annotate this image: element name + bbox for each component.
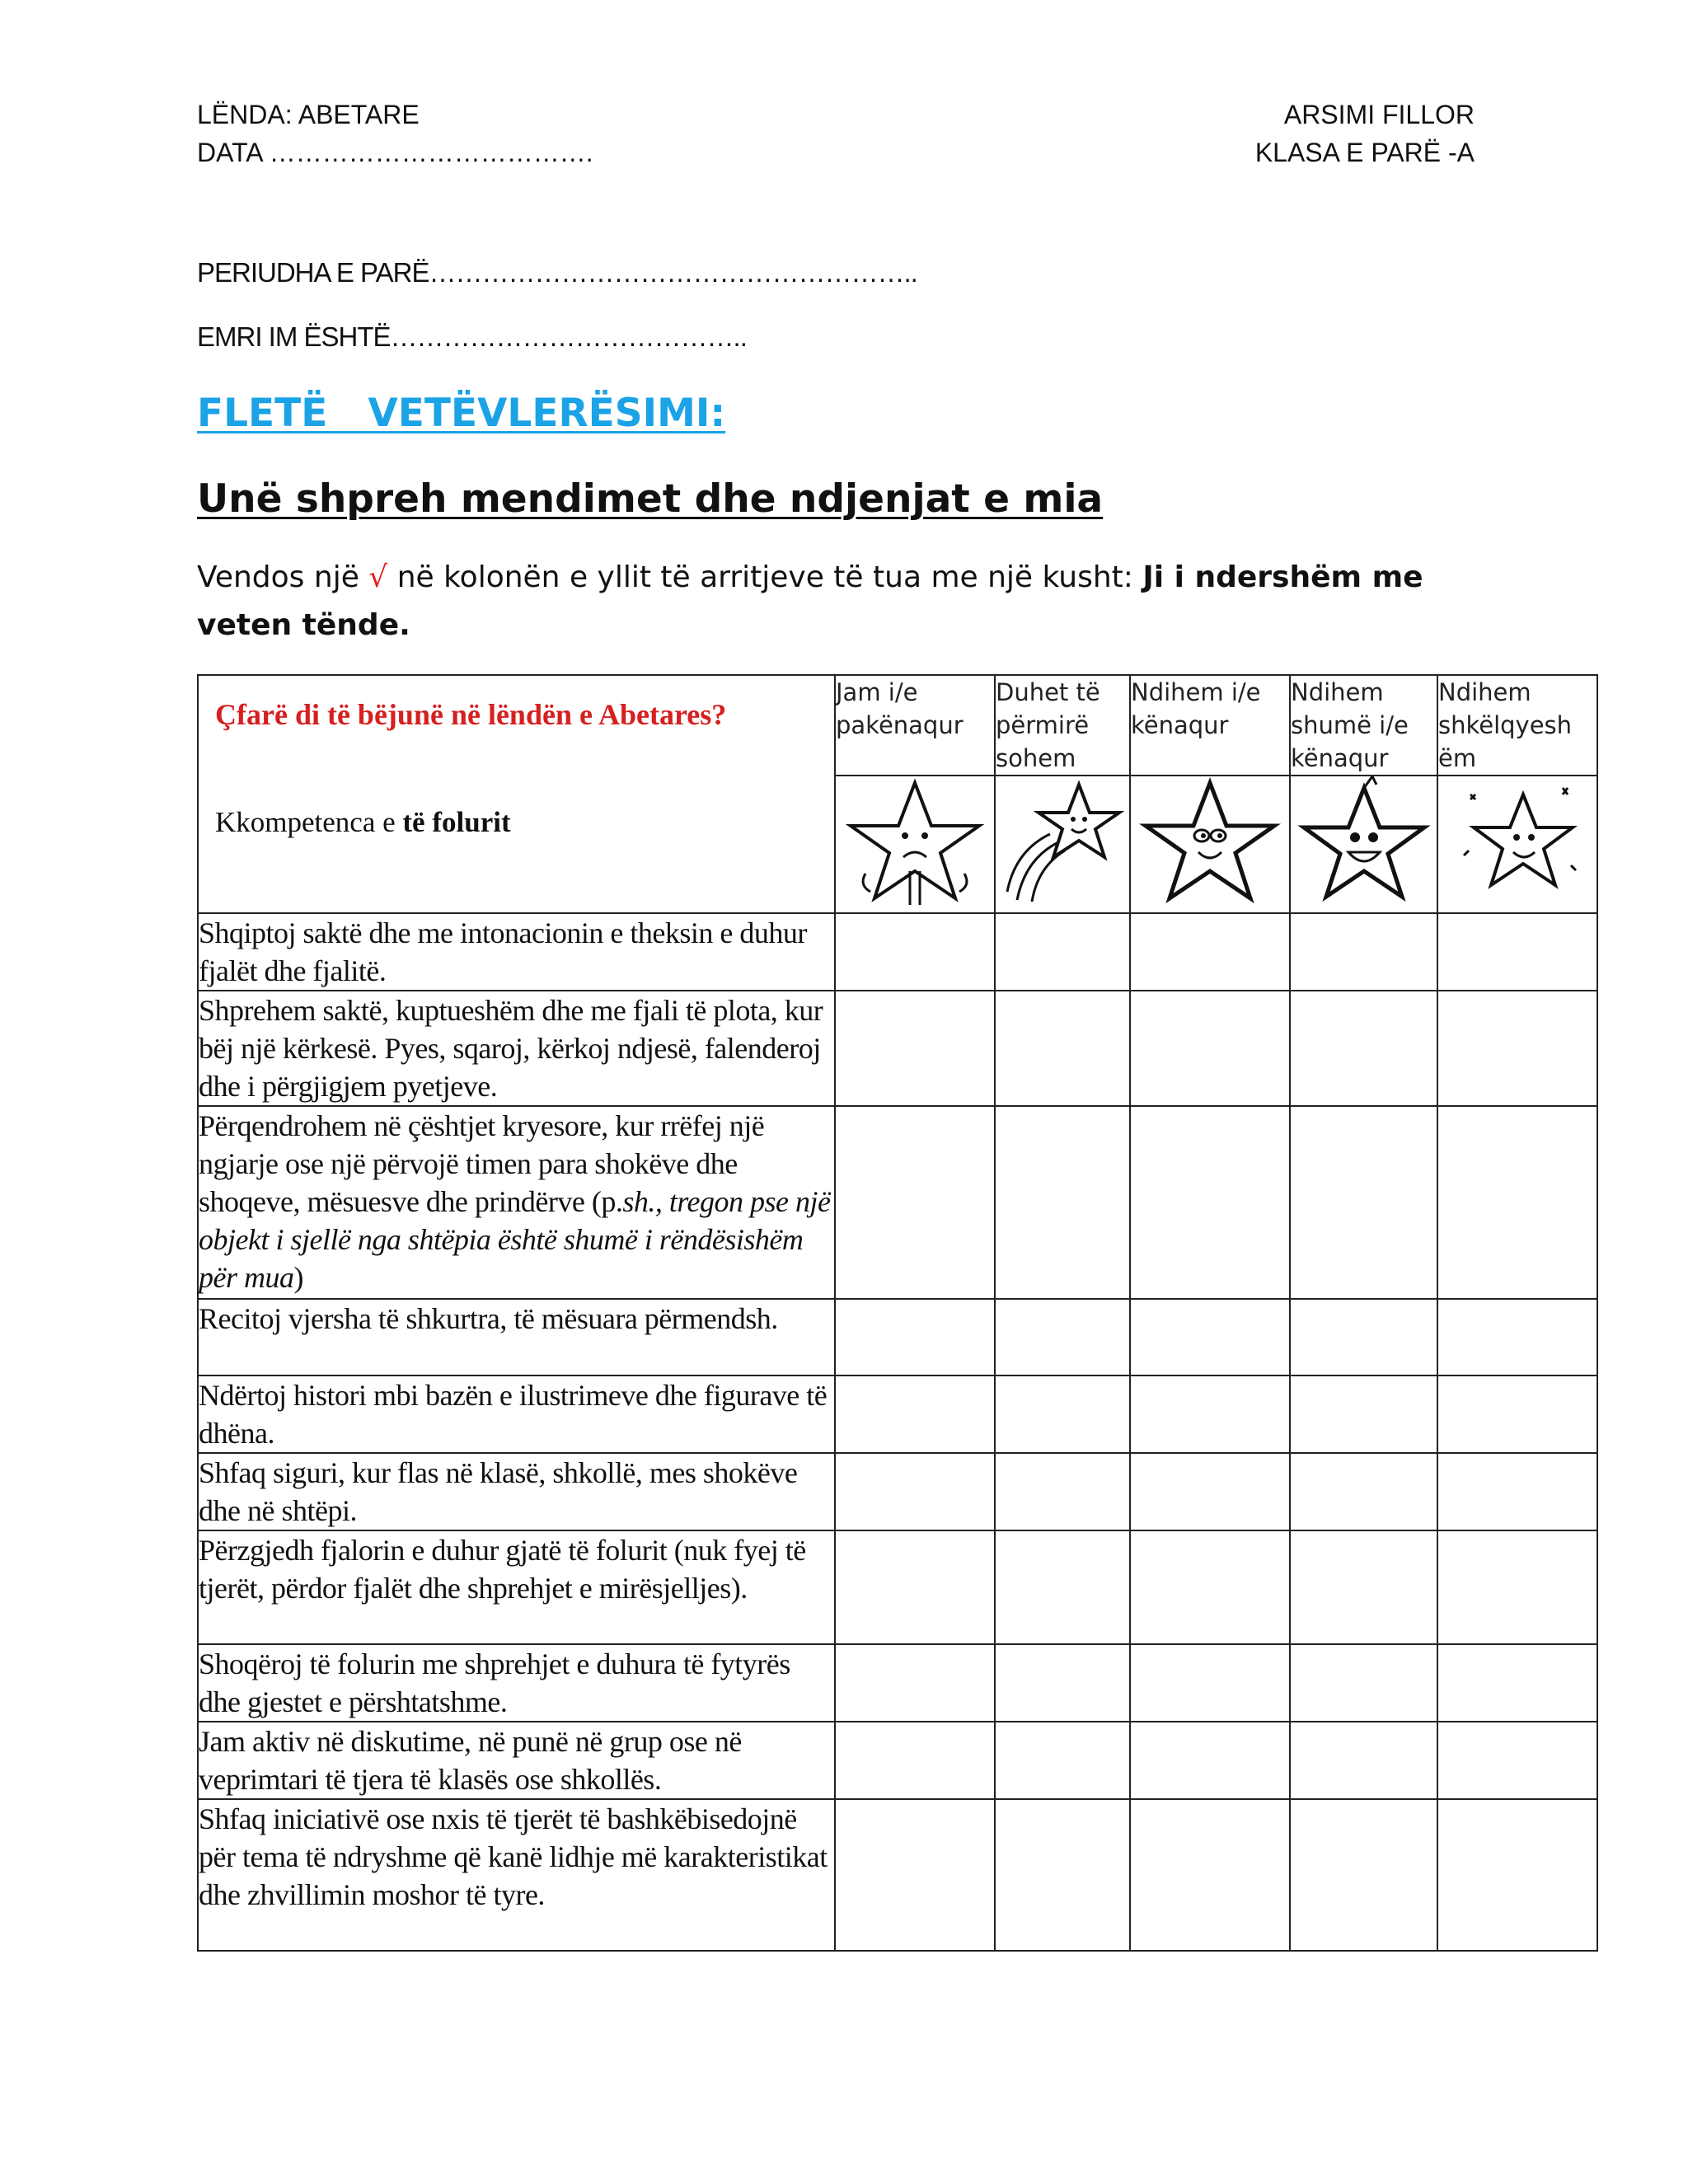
- page-subtitle: Unë shpreh mendimet dhe ndjenjat e mia: [197, 476, 1104, 522]
- statement-cell: Shfaq iniciativë ose nxis të tjerët të bashkëbisedojnë për tema të ndryshme që kanë lidhje më karakteristikat dhe zhvillimin moshor të tyre.: [198, 1799, 835, 1951]
- rating-cell[interactable]: [1290, 1453, 1437, 1530]
- period-dots: ………………………………………………..: [429, 257, 917, 288]
- rating-cell[interactable]: [835, 1453, 995, 1530]
- column-header: Ndihem shumë i/e kënaqur: [1290, 675, 1437, 776]
- statement-cell: Shfaq siguri, kur flas në klasë, shkollë, mes shokëve dhe në shtëpi.: [198, 1453, 835, 1530]
- statement-cell: Shprehem saktë, kuptueshëm dhe me fjali të plota, kur bëj një kërkesë. Pyes, sqaroj, kërkoj ndjesë, falenderoj dhe i përgjigjem pyetjeve.: [198, 991, 835, 1106]
- rating-cell[interactable]: [1437, 1299, 1597, 1376]
- rating-cell[interactable]: [1130, 913, 1290, 991]
- instruction-before: Vendos një: [197, 560, 369, 594]
- rating-cell[interactable]: [1290, 1722, 1437, 1799]
- column-header: Ndihem shkëlqyesh ëm: [1437, 675, 1597, 776]
- rating-cell[interactable]: [1437, 1530, 1597, 1644]
- rating-cell[interactable]: [1437, 1453, 1597, 1530]
- statement-text: Përqendrohem në çështjet kryesore, kur rrëfej një ngjarje ose një përvojë timen para shokëve dhe shoqeve, mësuesve dhe prindërve (p.: [199, 1109, 765, 1218]
- competence-bold: të folurit: [402, 806, 511, 838]
- smiling-star-icon: [1136, 776, 1284, 908]
- rating-cell[interactable]: [1290, 1376, 1437, 1453]
- column-header: Jam i/e pakënaqur: [835, 675, 995, 776]
- instruction: [197, 554, 1499, 649]
- rating-cell[interactable]: [1437, 1106, 1597, 1299]
- rating-cell[interactable]: [995, 1299, 1130, 1376]
- rating-cell[interactable]: [995, 1453, 1130, 1530]
- self-assessment-table: [197, 674, 1598, 1952]
- rating-cell[interactable]: [835, 1106, 995, 1299]
- question-cell: [198, 675, 835, 913]
- question-text: Çfarë di të bëjunë në lëndën e Abetares?: [215, 698, 727, 731]
- date-label: DATA ……………………………….: [197, 138, 593, 167]
- rating-cell[interactable]: [1130, 1644, 1290, 1722]
- statement-cell: Recitoj vjersha të shkurtra, të mësuara përmendsh.: [198, 1299, 835, 1376]
- rating-cell[interactable]: [1290, 1644, 1437, 1722]
- sparkling-star-icon: [1447, 776, 1587, 908]
- rating-cell[interactable]: [1437, 1376, 1597, 1453]
- happy-star-icon: [1294, 776, 1434, 908]
- star-cell: [835, 776, 995, 913]
- rating-cell[interactable]: [1130, 1530, 1290, 1644]
- rating-cell[interactable]: [1130, 1299, 1290, 1376]
- competence-label: [215, 806, 511, 839]
- period-label: PERIUDHA E PARË: [197, 257, 429, 288]
- statement-cell: Ndërtoj histori mbi bazën e ilustrimeve dhe figurave të dhëna.: [198, 1376, 835, 1453]
- star-cell: [1130, 776, 1290, 913]
- statement-cell: Shqiptoj saktë dhe me intonacionin e theksin e duhur fjalët dhe fjalitë.: [198, 913, 835, 991]
- rating-cell[interactable]: [995, 1530, 1130, 1644]
- rating-cell[interactable]: [835, 913, 995, 991]
- rating-cell[interactable]: [835, 1799, 995, 1951]
- instruction-middle: në kolonën e yllit të arritjeve të tua me një kusht:: [387, 560, 1143, 594]
- rating-cell[interactable]: [1130, 1799, 1290, 1951]
- school-label: ARSIMI FILLOR: [1283, 100, 1475, 129]
- rating-cell[interactable]: [835, 1722, 995, 1799]
- column-header: Ndihem i/e kënaqur: [1130, 675, 1290, 776]
- statement-italic: sh., tregon pse një objekt i sjellë nga shtëpia është shumë i rëndësishëm për mua: [199, 1185, 831, 1294]
- rating-cell[interactable]: [1290, 1799, 1437, 1951]
- header-right: [1154, 96, 1475, 171]
- subject-label: LËNDA: ABETARE: [197, 100, 420, 129]
- rating-cell[interactable]: [1437, 1722, 1597, 1799]
- rating-cell[interactable]: [1290, 1530, 1437, 1644]
- rating-cell[interactable]: [1130, 1106, 1290, 1299]
- rating-cell[interactable]: [835, 1530, 995, 1644]
- rating-cell[interactable]: [835, 1299, 995, 1376]
- checkmark-symbol: √: [368, 560, 388, 594]
- rating-cell[interactable]: [995, 1644, 1130, 1722]
- rating-cell[interactable]: [1437, 991, 1597, 1106]
- rating-cell[interactable]: [1437, 1799, 1597, 1951]
- rating-cell[interactable]: [1290, 991, 1437, 1106]
- name-line: [197, 321, 747, 353]
- competence-prefix: Kkompetenca e: [215, 806, 403, 838]
- name-dots: …………………………………..: [390, 321, 747, 352]
- instruction-bold: Ji i ndershëm me veten tënde.: [197, 560, 1423, 642]
- name-label: EMRI IM ËSHTË: [197, 321, 391, 352]
- statement-cell: Përzgjedh fjalorin e duhur gjatë të folurit (nuk fyej të tjerët, përdor fjalët dhe shprehjet e mirësjelljes).: [198, 1530, 835, 1644]
- period-line: [197, 257, 917, 288]
- rating-cell[interactable]: [1437, 913, 1597, 991]
- rating-cell[interactable]: [995, 1106, 1130, 1299]
- statement-tail: ): [293, 1261, 303, 1294]
- page-title: FLETË VETËVLERËSIMI:: [197, 391, 726, 436]
- star-cell: [995, 776, 1130, 913]
- rating-cell[interactable]: [1130, 1453, 1290, 1530]
- rating-cell[interactable]: [995, 913, 1130, 991]
- rating-cell[interactable]: [1290, 913, 1437, 991]
- rating-cell[interactable]: [1130, 1722, 1290, 1799]
- rating-cell[interactable]: [995, 1722, 1130, 1799]
- rating-cell[interactable]: [1130, 991, 1290, 1106]
- rating-cell[interactable]: [1290, 1299, 1437, 1376]
- rating-cell[interactable]: [1437, 1644, 1597, 1722]
- column-header: Duhet të përmirë sohem: [995, 675, 1130, 776]
- rating-cell[interactable]: [995, 1376, 1130, 1453]
- rating-cell[interactable]: [835, 1644, 995, 1722]
- sad-star-icon: [841, 776, 989, 908]
- star-cell: [1290, 776, 1437, 913]
- rating-cell[interactable]: [1290, 1106, 1437, 1299]
- class-label: KLASA E PARË -A: [1254, 138, 1475, 167]
- statement-cell: [198, 1106, 835, 1299]
- rating-cell[interactable]: [1130, 1376, 1290, 1453]
- star-cell: [1437, 776, 1597, 913]
- statement-cell: Shoqëroj të folurin me shprehjet e duhura të fytyrës dhe gjestet e përshtatshme.: [198, 1644, 835, 1722]
- rating-cell[interactable]: [995, 991, 1130, 1106]
- statement-cell: Jam aktiv në diskutime, në punë në grup ose në veprimtari të tjera të klasës ose shkollës.: [198, 1722, 835, 1799]
- rating-cell[interactable]: [835, 991, 995, 1106]
- rating-cell[interactable]: [995, 1799, 1130, 1951]
- header-left: [197, 96, 593, 171]
- rating-cell[interactable]: [835, 1376, 995, 1453]
- shooting-star-icon: [1001, 776, 1124, 908]
